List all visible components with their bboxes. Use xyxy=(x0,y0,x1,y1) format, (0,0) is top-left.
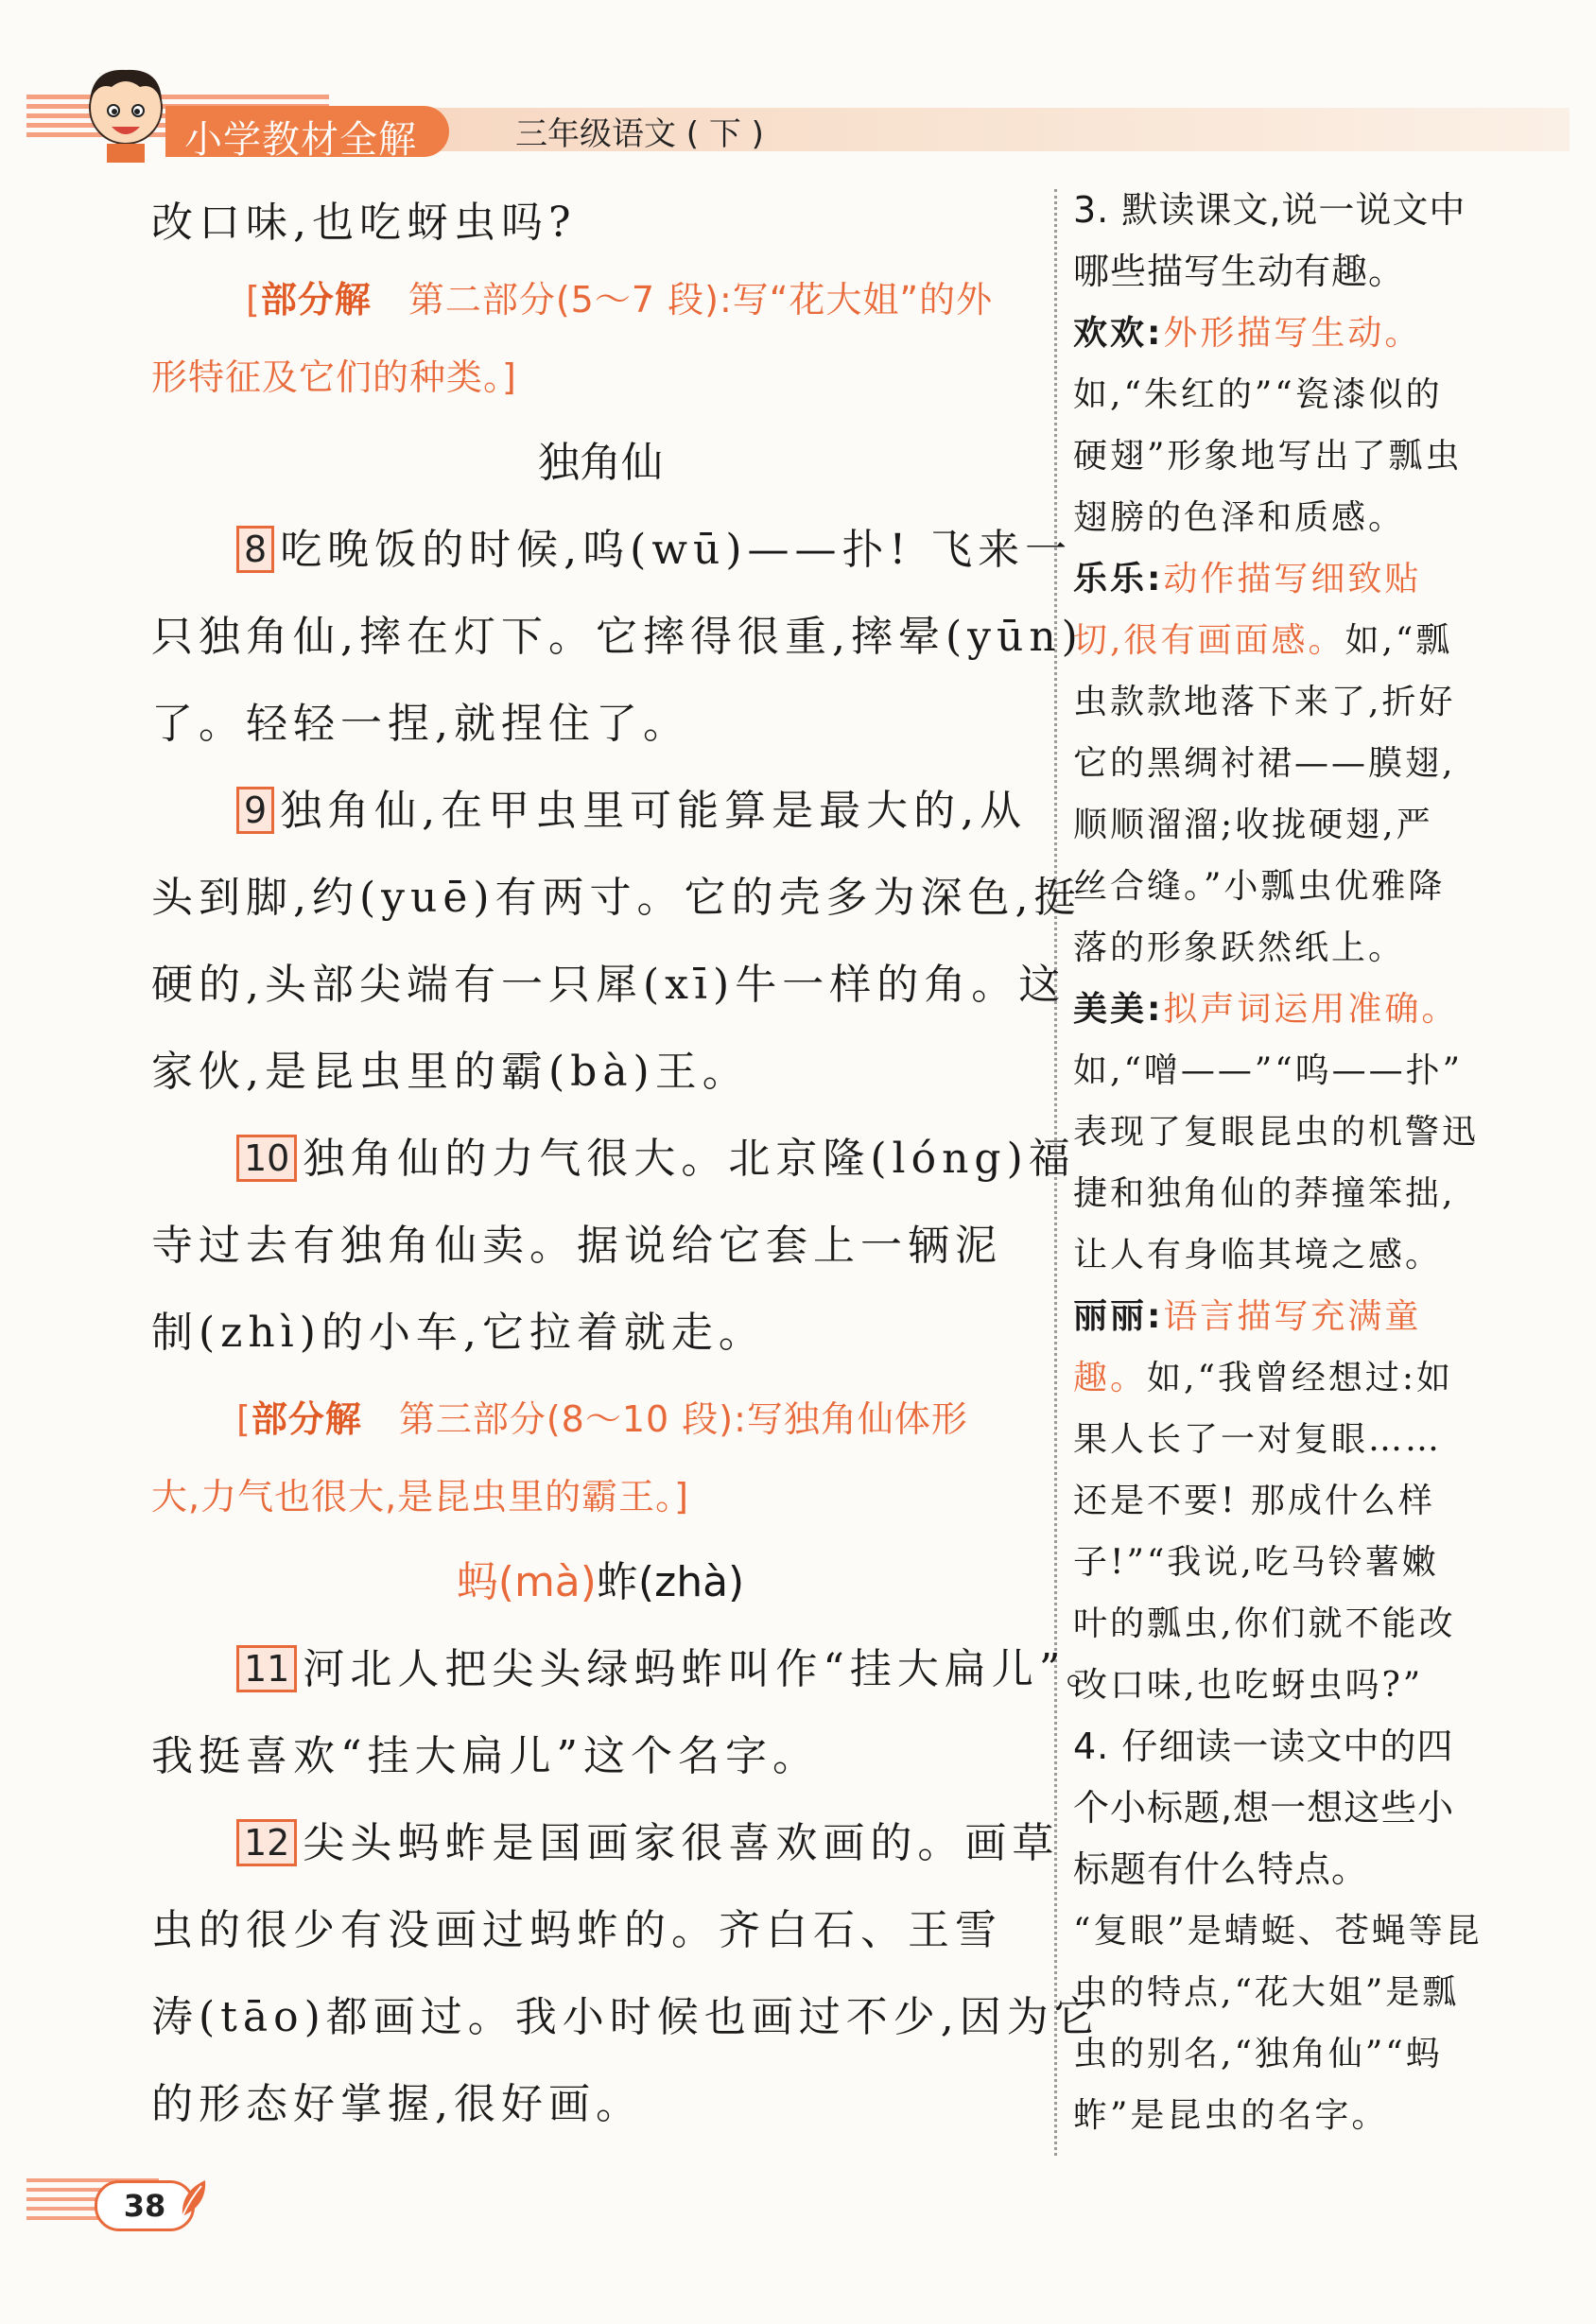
text-line: 让人有身临其境之感。 xyxy=(1073,1236,1443,1275)
leaf-icon xyxy=(175,2175,213,2222)
question-4: 标题有什么特点。 xyxy=(1073,1848,1369,1890)
text-line: 我挺喜欢“挂大扁儿”这个名字。 xyxy=(151,1732,820,1780)
note-highlight: 拟声词运用准确。 xyxy=(1163,990,1459,1029)
text-line: 虫的很少有没画过蚂蚱的。齐白石、王雪 xyxy=(151,1906,1002,1954)
answer-4: 虫的特点,“花大姐”是瓢 xyxy=(1073,1973,1460,2012)
text-line: 吃晚饭的时候,呜(wū)——扑! 飞来一 xyxy=(280,526,1073,574)
text-line: 子!”“我说,吃马铃薯嫩 xyxy=(1073,1543,1439,1582)
question-4: 个小标题,想一想这些小 xyxy=(1073,1787,1455,1829)
answer-4: 蚱”是昆虫的名字。 xyxy=(1073,2096,1389,2135)
comment-text: 形特征及它们的种类。] xyxy=(151,356,517,398)
text-line xyxy=(1073,610,1489,671)
brand-title: 小学教材全解 xyxy=(184,118,417,162)
text-line: 河北人把尖头绿蚂蚱叫作“挂大扁儿”。 xyxy=(303,1645,1114,1693)
text-line: 头到脚,约(yuē)有两寸。它的壳多为深色,挺 xyxy=(151,874,1082,922)
main-column xyxy=(151,180,1114,2148)
paragraph-8 xyxy=(151,507,1073,594)
question-3: 哪些描写生动有趣。 xyxy=(1073,251,1406,292)
text-line: 家伙,是昆虫里的霸(bà)王。 xyxy=(151,1048,750,1096)
text-line: 顺顺溜溜;收拢硬翅,严 xyxy=(1073,806,1433,844)
text-line: 还是不要! 那成什么样 xyxy=(1073,1482,1435,1520)
note-lele xyxy=(1073,548,1489,610)
text-line: 改口味,也吃蚜虫吗?” xyxy=(1073,1666,1424,1705)
note-meimei xyxy=(1073,979,1489,1040)
student-name: 美美: xyxy=(1073,990,1164,1029)
paragraph-number: 12 xyxy=(236,1819,297,1866)
paragraph-12 xyxy=(151,1800,1060,1887)
text-line: 硬翅”形象地写出了瓢虫 xyxy=(1073,437,1463,476)
text-line: 独角仙,在甲虫里可能算是最大的,从 xyxy=(280,787,1028,835)
text-line: 硬的,头部尖端有一只犀(xī)牛一样的角。这 xyxy=(151,961,1067,1009)
question-3: 3. 默读课文,说一说文中 xyxy=(1073,189,1466,231)
text-line: 如,“朱红的”“瓷漆似的 xyxy=(1073,375,1443,414)
text-line: 如,“噌——”“呜——扑” xyxy=(1073,1051,1464,1090)
header-stripe xyxy=(26,95,329,99)
comment-label: 部分解 xyxy=(260,279,372,321)
text-line: 果人长了一对复眼…… xyxy=(1073,1420,1443,1459)
page-number: 38 xyxy=(95,2180,195,2231)
student-name: 丽丽: xyxy=(1073,1297,1164,1336)
paragraph-9 xyxy=(151,768,1050,855)
note-highlight: 切,很有画面感。 xyxy=(1073,621,1345,660)
text-fragment: 如,“瓢 xyxy=(1344,621,1453,660)
page-footer xyxy=(0,2165,1596,2241)
text-line: 的形态好掌握,很好画。 xyxy=(151,2080,643,2128)
paragraph-number: 11 xyxy=(236,1645,297,1692)
text-line: 尖头蚂蚱是国画家很喜欢画的。画草 xyxy=(303,1819,1060,1867)
text-line: 落的形象跃然纸上。 xyxy=(1073,928,1406,967)
note-highlight: 语言描写充满童 xyxy=(1163,1297,1422,1336)
text-line: 丝合缝。”小瓢虫优雅降 xyxy=(1073,867,1446,906)
section-comment: [部分解 第二部分(5～7 段):写“花大姐”的外 xyxy=(246,279,994,321)
title-part: 蚂(mà) xyxy=(456,1558,597,1606)
comment-label: 部分解 xyxy=(251,1398,362,1440)
paragraph-number: 9 xyxy=(236,787,274,834)
comment-text: 第三部分(8～10 段):写独角仙体形 xyxy=(398,1398,968,1440)
student-name: 乐乐: xyxy=(1073,560,1164,598)
answer-4: “复眼”是蜻蜓、苍蝇等昆 xyxy=(1073,1912,1483,1951)
text-line: 虫款款地落下来了,折好 xyxy=(1073,683,1456,721)
title-part: 蚱(zhà) xyxy=(596,1558,745,1606)
note-highlight: 趣。 xyxy=(1073,1359,1148,1397)
text-line: 翅膀的色泽和质感。 xyxy=(1073,498,1406,537)
text-line: 只独角仙,摔在灯下。它摔得很重,摔晕(yūn) xyxy=(151,613,1084,661)
text-line: 表现了复眼昆虫的机警迅 xyxy=(1073,1113,1480,1152)
notes-column xyxy=(1073,180,1489,2146)
paragraph-number: 8 xyxy=(236,526,274,573)
text-line: 寺过去有独角仙卖。据说给它套上一辆泥 xyxy=(151,1222,1002,1270)
text-line: 了。轻轻一捏,就捏住了。 xyxy=(151,700,690,748)
paragraph-number: 10 xyxy=(236,1135,297,1182)
student-name: 欢欢: xyxy=(1073,314,1164,353)
text-line: 它的黑绸衬裙——膜翅, xyxy=(1073,744,1456,783)
note-highlight: 动作描写细致贴 xyxy=(1163,560,1422,598)
section-comment: [部分解 第三部分(8～10 段):写独角仙体形 xyxy=(236,1398,968,1440)
text-line: 独角仙的力气很大。北京隆(lóng)福 xyxy=(303,1135,1076,1183)
text-line: 涛(tāo)都画过。我小时候也画过不少,因为它 xyxy=(151,1993,1102,2041)
text-line: 叶的瓢虫,你们就不能改 xyxy=(1073,1604,1456,1643)
answer-4: 虫的别名,“独角仙”“蚂 xyxy=(1073,2035,1443,2073)
section-title xyxy=(151,1539,1050,1626)
text-line: 制(zhì)的小车,它拉着就走。 xyxy=(151,1309,766,1357)
question-4: 4. 仔细读一读文中的四 xyxy=(1073,1726,1454,1767)
comment-text: 第二部分(5～7 段):写“花大姐”的外 xyxy=(408,279,994,321)
comment-text: 大,力气也很大,是昆虫里的霸王。] xyxy=(151,1476,689,1518)
text-line xyxy=(1073,1347,1489,1409)
note-highlight: 外形描写生动。 xyxy=(1163,314,1422,353)
text-fragment: 如,“我曾经想过:如 xyxy=(1147,1359,1453,1397)
text-line: 改口味,也吃蚜虫吗? xyxy=(151,199,577,247)
paragraph-11 xyxy=(151,1626,1114,1713)
note-huanhuan xyxy=(1073,303,1489,364)
section-title: 独角仙 xyxy=(538,439,663,487)
page-header xyxy=(0,0,1596,189)
note-lili xyxy=(1073,1286,1489,1347)
boy-mascot-icon xyxy=(74,59,178,163)
paragraph-10 xyxy=(151,1116,1076,1203)
text-line: 捷和独角仙的莽撞笨拙, xyxy=(1073,1174,1456,1213)
grade-title: 三年级语文 ( 下 ) xyxy=(515,115,764,153)
